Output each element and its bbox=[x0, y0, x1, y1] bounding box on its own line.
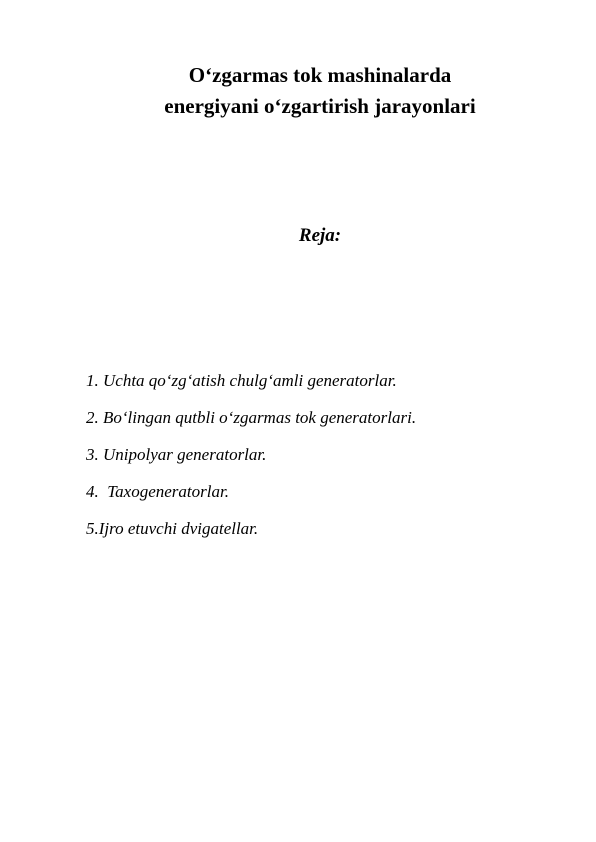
page-title-line-1: O‘zgarmas tok mashinalarda bbox=[188, 63, 452, 87]
page-title-line-2: energiyani o‘zgartirish jarayonlari bbox=[164, 94, 476, 118]
plan-heading: Reja: bbox=[298, 225, 342, 246]
plan-item: 3. Unipolyar generatorlar. bbox=[86, 445, 267, 464]
plan-item: 2. Bo‘lingan qutbli o‘zgarmas tok generatorlari. bbox=[86, 408, 417, 427]
plan-item: 5.Ijro etuvchi dvigatellar. bbox=[86, 519, 259, 538]
plan-list bbox=[86, 370, 566, 555]
plan-item: 1. Uchta qo‘zg‘atish chulg‘amli generatorlar. bbox=[86, 371, 397, 390]
plan-item: 4. Taxogeneratorlar. bbox=[86, 482, 229, 501]
